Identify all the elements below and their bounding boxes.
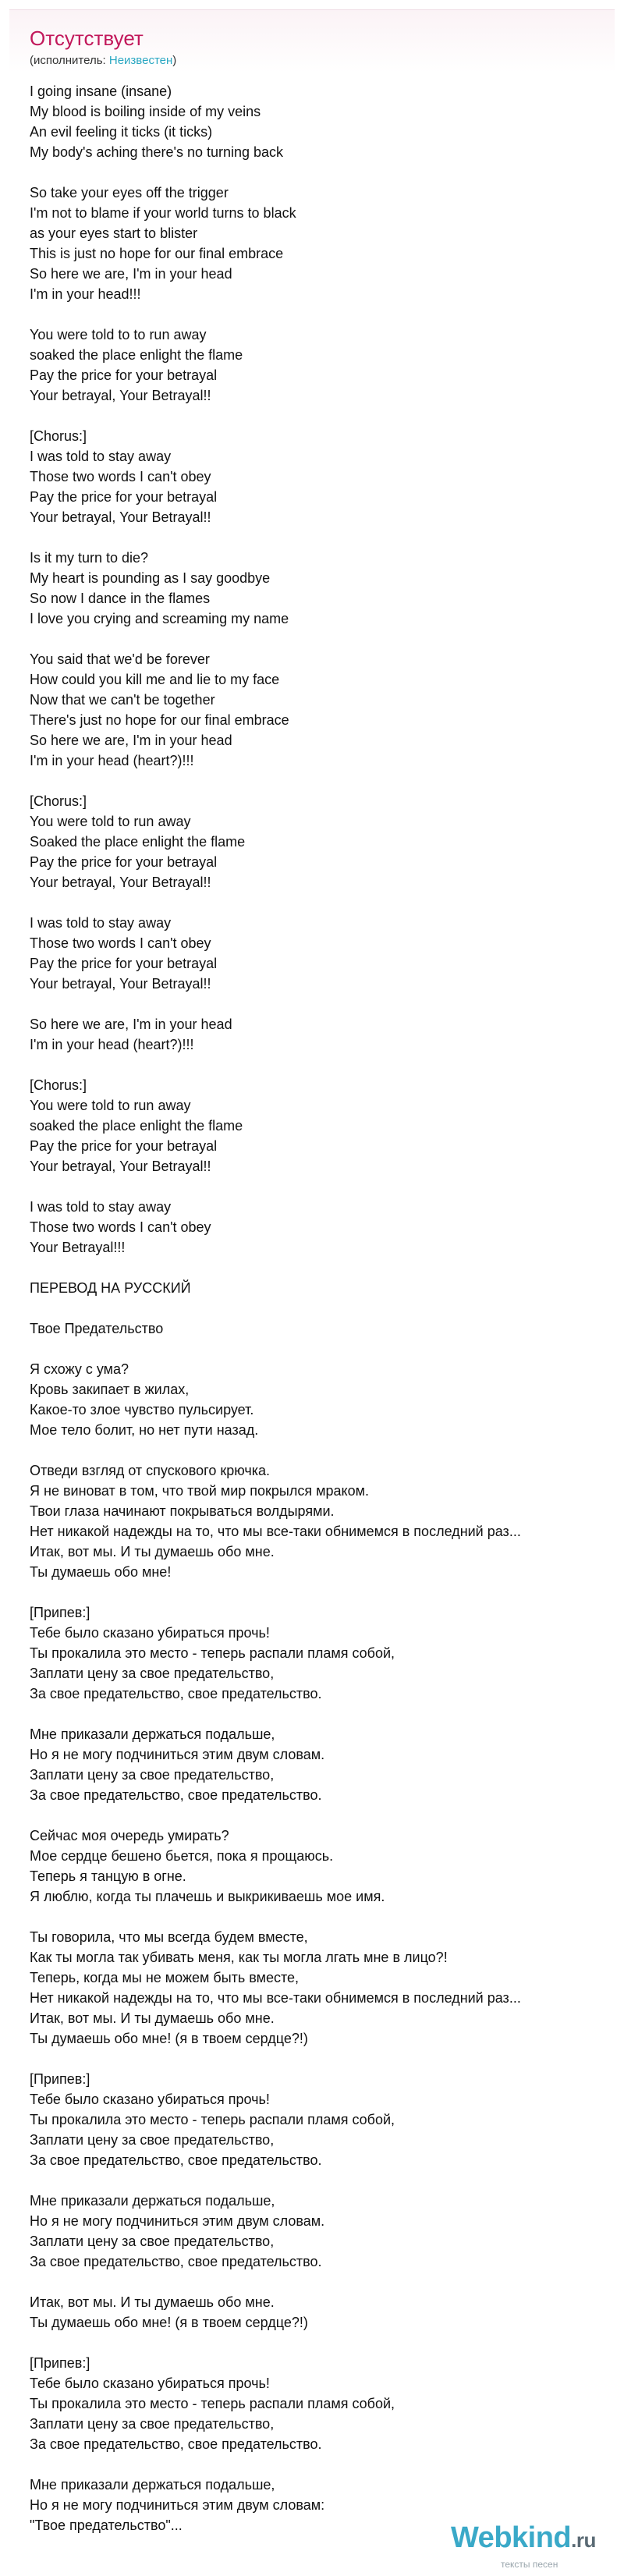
lyric-line: Pay the price for your betrayal: [30, 367, 218, 383]
lyric-line: Ты прокалила это место - теперь распали пламя собой,: [30, 2396, 395, 2411]
song-title: Отсутствует: [30, 27, 144, 50]
lyric-line: [30, 1582, 607, 1602]
lyric-line: Я схожу с ума?: [30, 1361, 129, 1377]
logo-tld: .ru: [571, 2528, 596, 2552]
lyric-line: I'm not to blame if your world turns to black: [30, 205, 296, 221]
lyric-line: Those two words I can't obey: [30, 935, 211, 951]
lyric-line: ПЕРЕВОД НА РУССКИЙ: [30, 1280, 191, 1296]
lyric-line: Pay the price for your betrayal: [30, 489, 218, 505]
lyric-line: [30, 2454, 607, 2475]
lyric-line: Тебе было сказано убираться прочь!: [30, 2376, 270, 2391]
artist-link[interactable]: Неизвестен: [108, 54, 173, 67]
lyric-line: An evil feeling it ticks (it ticks): [30, 124, 213, 140]
lyric-line: "Твое предательство"...: [30, 2517, 183, 2533]
lyric-line: Your betrayal, Your Betrayal!!: [30, 875, 211, 890]
lyric-line: Those two words I can't obey: [30, 1219, 211, 1235]
lyric-line: [30, 771, 607, 791]
lyric-line: [30, 2049, 607, 2069]
lyric-line: Я не виноват в том, что твой мир покрылся мраком.: [30, 1483, 369, 1499]
lyric-line: [Припев:]: [30, 2355, 90, 2371]
lyric-line: Now that we can't be together: [30, 692, 215, 708]
lyric-line: Мое сердце бешено бьется, пока я прощаюсь.: [30, 1848, 334, 1864]
lyric-line: Как ты могла так убивать меня, как ты могла лгать мне в лицо?!: [30, 1950, 448, 1965]
lyric-line: Твое Предательство: [30, 1321, 164, 1336]
lyric-line: Ты прокалила это место - теперь распали пламя собой,: [30, 2112, 395, 2127]
lyric-line: За свое предательство, свое предательство.: [30, 2436, 322, 2452]
lyric-line: I going insane (insane): [30, 83, 172, 99]
lyric-line: So here we are, I'm in your head: [30, 266, 232, 282]
logo-tagline: тексты песен: [501, 2559, 558, 2570]
lyric-line: [30, 1298, 607, 1318]
lyric-line: Those two words I can't obey: [30, 469, 211, 484]
lyric-line: Заплати цену за свое предательство,: [30, 1767, 275, 1783]
lyric-line: Мое тело болит, но нет пути назад.: [30, 1422, 259, 1438]
lyric-line: [30, 162, 607, 183]
lyric-line: Is it my turn to die?: [30, 550, 149, 566]
lyric-line: How could you kill me and lie to my face: [30, 672, 280, 687]
lyric-line: Но я не могу подчиниться этим двум словам.: [30, 1747, 325, 1762]
lyric-line: Мне приказали держаться подальше,: [30, 2477, 275, 2493]
lyric-line: Итак, вот мы. И ты думаешь обо мне.: [30, 1544, 275, 1559]
lyric-line: [30, 1805, 607, 1826]
lyric-line: [30, 1055, 607, 1075]
lyric-line: Кровь закипает в жилах,: [30, 1382, 190, 1397]
lyric-line: Ты говорила, что мы всегда будем вместе,: [30, 1929, 308, 1945]
lyric-line: [Chorus:]: [30, 428, 87, 444]
lyric-line: So now I dance in the flames: [30, 591, 211, 606]
lyric-line: [30, 2170, 607, 2191]
lyric-line: [30, 1440, 607, 1460]
lyric-line: Your betrayal, Your Betrayal!!: [30, 1158, 211, 1174]
lyric-line: soaked the place enlight the flame: [30, 1118, 243, 1134]
lyric-line: Заплати цену за свое предательство,: [30, 2234, 275, 2249]
lyric-line: [30, 2333, 607, 2353]
lyric-line: [30, 1704, 607, 1724]
lyric-line: My body's aching there's no turning back: [30, 144, 284, 160]
lyric-line: [30, 1907, 607, 1927]
lyric-line: Ты думаешь обо мне!: [30, 1564, 172, 1580]
lyric-line: Pay the price for your betrayal: [30, 854, 218, 870]
lyric-line: You were told to to run away: [30, 327, 207, 342]
lyric-line: [30, 527, 607, 548]
lyric-line: [Chorus:]: [30, 793, 87, 809]
lyric-line: Нет никакой надежды на то, что мы все-таки обнимемся в последний раз...: [30, 1524, 521, 1539]
lyric-line: [30, 994, 607, 1014]
lyric-line: [30, 304, 607, 325]
lyric-line: Но я не могу подчиниться этим двум словам:: [30, 2497, 325, 2513]
lyric-line: There's just no hope for our final embrace: [30, 712, 289, 728]
site-logo[interactable]: [451, 2521, 616, 2568]
lyric-line: Итак, вот мы. И ты думаешь обо мне.: [30, 2294, 275, 2310]
lyric-line: [30, 406, 607, 426]
logo-wordmark: [451, 2521, 596, 2555]
lyric-line: I'm in your head (heart?)!!!: [30, 1037, 194, 1052]
lyric-line: Ты прокалила это место - теперь распали пламя собой,: [30, 1645, 395, 1661]
lyric-line: My heart is pounding as I say goodbye: [30, 570, 271, 586]
lyric-line: [30, 1176, 607, 1197]
lyric-line: [30, 892, 607, 913]
lyric-line: You said that we'd be forever: [30, 651, 210, 667]
lyric-line: I was told to stay away: [30, 915, 172, 931]
lyric-line: I love you crying and screaming my name: [30, 611, 289, 626]
lyric-line: [30, 1258, 607, 1278]
lyric-line: [Chorus:]: [30, 1077, 87, 1093]
lyric-line: Твои глаза начинают покрываться волдырями.: [30, 1503, 335, 1519]
lyric-line: Но я не могу подчиниться этим двум словам.: [30, 2213, 325, 2229]
lyric-line: Сейчас моя очередь умирать?: [30, 1828, 229, 1843]
lyric-line: За свое предательство, свое предательство.: [30, 1686, 322, 1701]
lyric-line: За свое предательство, свое предательство.: [30, 2152, 322, 2168]
lyric-line: This is just no hope for our final embrace: [30, 246, 284, 261]
lyric-line: Мне приказали держаться подальше,: [30, 2193, 275, 2209]
lyric-line: So here we are, I'm in your head: [30, 733, 232, 748]
lyric-line: Your betrayal, Your Betrayal!!: [30, 388, 211, 403]
lyric-line: Your betrayal, Your Betrayal!!: [30, 509, 211, 525]
lyric-line: Отведи взгляд от спускового крючка.: [30, 1463, 271, 1478]
lyric-line: Ты думаешь обо мне! (я в твоем сердце?!): [30, 2031, 308, 2046]
lyric-line: I'm in your head (heart?)!!!: [30, 753, 194, 768]
lyrics-text: [30, 81, 607, 2535]
lyric-line: Нет никакой надежды на то, что мы все-таки обнимемся в последний раз...: [30, 1990, 521, 2006]
lyric-line: [30, 629, 607, 649]
lyric-line: [30, 2272, 607, 2292]
lyric-line: Мне приказали держаться подальше,: [30, 1726, 275, 1742]
lyric-line: Soaked the place enlight the flame: [30, 834, 246, 850]
lyric-line: За свое предательство, свое предательство.: [30, 1787, 322, 1803]
lyric-line: [Припев:]: [30, 2071, 90, 2087]
artist-line: [30, 54, 176, 67]
lyric-line: I was told to stay away: [30, 449, 172, 464]
lyric-line: Тебе было сказано убираться прочь!: [30, 1625, 270, 1641]
lyric-line: За свое предательство, свое предательство.: [30, 2254, 322, 2269]
lyric-line: Pay the price for your betrayal: [30, 1138, 218, 1154]
lyric-line: as your eyes start to blister: [30, 225, 198, 241]
lyric-line: Тебе было сказано убираться прочь!: [30, 2092, 270, 2107]
lyric-line: You were told to run away: [30, 814, 191, 829]
logo-name: Webkind: [451, 2521, 572, 2554]
lyric-line: Ты думаешь обо мне! (я в твоем сердце?!): [30, 2315, 308, 2330]
lyric-line: Pay the price for your betrayal: [30, 956, 218, 971]
lyric-line: Заплати цену за свое предательство,: [30, 2132, 275, 2148]
lyric-line: So here we are, I'm in your head: [30, 1017, 232, 1032]
lyric-line: You were told to run away: [30, 1098, 191, 1113]
lyric-line: Я люблю, когда ты плачешь и выкрикиваешь мое имя.: [30, 1889, 385, 1904]
lyric-line: [30, 1339, 607, 1359]
lyric-line: [Припев:]: [30, 1605, 90, 1620]
lyric-line: My blood is boiling inside of my veins: [30, 104, 261, 119]
lyric-line: Итак, вот мы. И ты думаешь обо мне.: [30, 2010, 275, 2026]
lyric-line: Теперь я танцую в огне.: [30, 1868, 186, 1884]
lyric-line: soaked the place enlight the flame: [30, 347, 243, 363]
lyric-line: I was told to stay away: [30, 1199, 172, 1215]
lyric-line: Какое-то злое чувство пульсирует.: [30, 1402, 254, 1418]
lyric-line: I'm in your head!!!: [30, 286, 141, 302]
lyric-line: Your Betrayal!!!: [30, 1240, 126, 1255]
lyric-line: So take your eyes off the trigger: [30, 185, 229, 200]
artist-suffix: ): [172, 54, 177, 67]
lyric-line: Заплати цену за свое предательство,: [30, 1666, 275, 1681]
lyric-line: Your betrayal, Your Betrayal!!: [30, 976, 211, 992]
artist-prefix: (исполнитель:: [30, 54, 109, 67]
lyric-line: Заплати цену за свое предательство,: [30, 2416, 275, 2432]
lyric-line: Теперь, когда мы не можем быть вместе,: [30, 1970, 300, 1985]
